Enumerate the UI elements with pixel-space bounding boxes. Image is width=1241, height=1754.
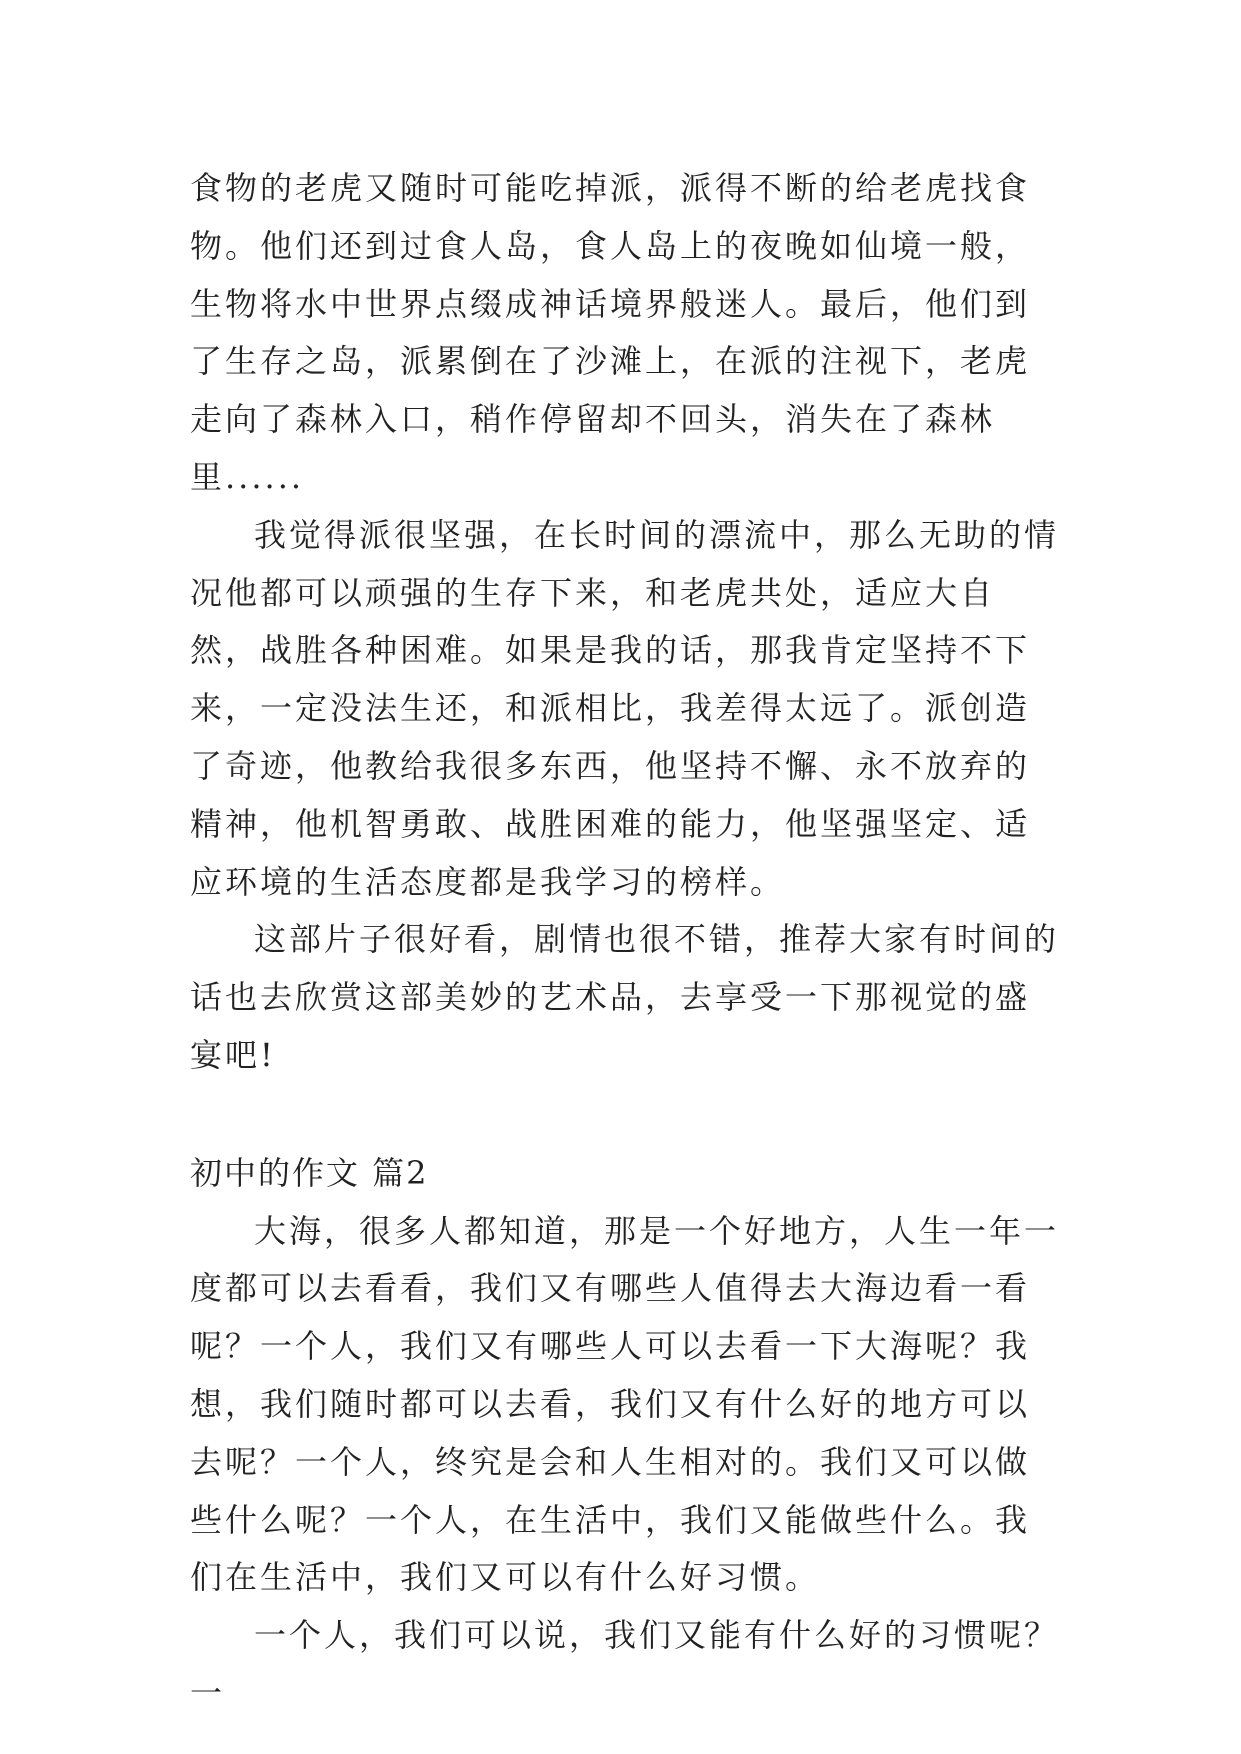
paragraph-continuation: 食物的老虎又随时可能吃掉派，派得不断的给老虎找食物。他们还到过食人岛，食人岛上的夜晚如仙境一般，生物将水中世界点缀成神话境界般迷人。最后，他们到了生存之岛，派累倒在了沙滩上，在派的注视下，老虎走向了森林入口，稍作停留却不回头，消失在了森林里...... [190, 169, 1031, 496]
paragraph-reflection: 我觉得派很坚强，在长时间的漂流中，那么无助的情况他都可以顽强的生存下来，和老虎共处，适应大自然，战胜各种困难。如果是我的话，那我肯定坚持不下来，一定没法生还，和派相比，我差得太远了。派创造了奇迹，他教给我很多东西，他坚持不懈、永不放弃的精神，他机智勇敢、战胜困难的能力，他坚强坚定、适应环境的生活态度都是我学习的榜样。 [190, 515, 1060, 901]
paragraph-habits: 一个人，我们可以说，我们又能有什么好的习惯呢？一 [190, 1616, 1060, 1712]
document-body [190, 160, 1060, 1723]
paragraph-recommendation: 这部片子很好看，剧情也很不错，推荐大家有时间的话也去欣赏这部美妙的艺术品，去享受一下那视觉的盛宴吧! [190, 920, 1060, 1074]
paragraph-sea: 大海，很多人都知道，那是一个好地方，人生一年一度都可以去看看，我们又有哪些人值得去大海边看一看呢？一个人，我们又有哪些人可以去看一下大海呢？我想，我们随时都可以去看，我们又有什么好的地方可以去呢？一个人，终究是会和人生相对的。我们又可以做些什么呢？一个人，在生活中，我们又能做些什么。我们在生活中，我们又可以有什么好习惯。 [190, 1211, 1060, 1597]
section-heading: 初中的作文 篇2 [190, 1153, 429, 1192]
